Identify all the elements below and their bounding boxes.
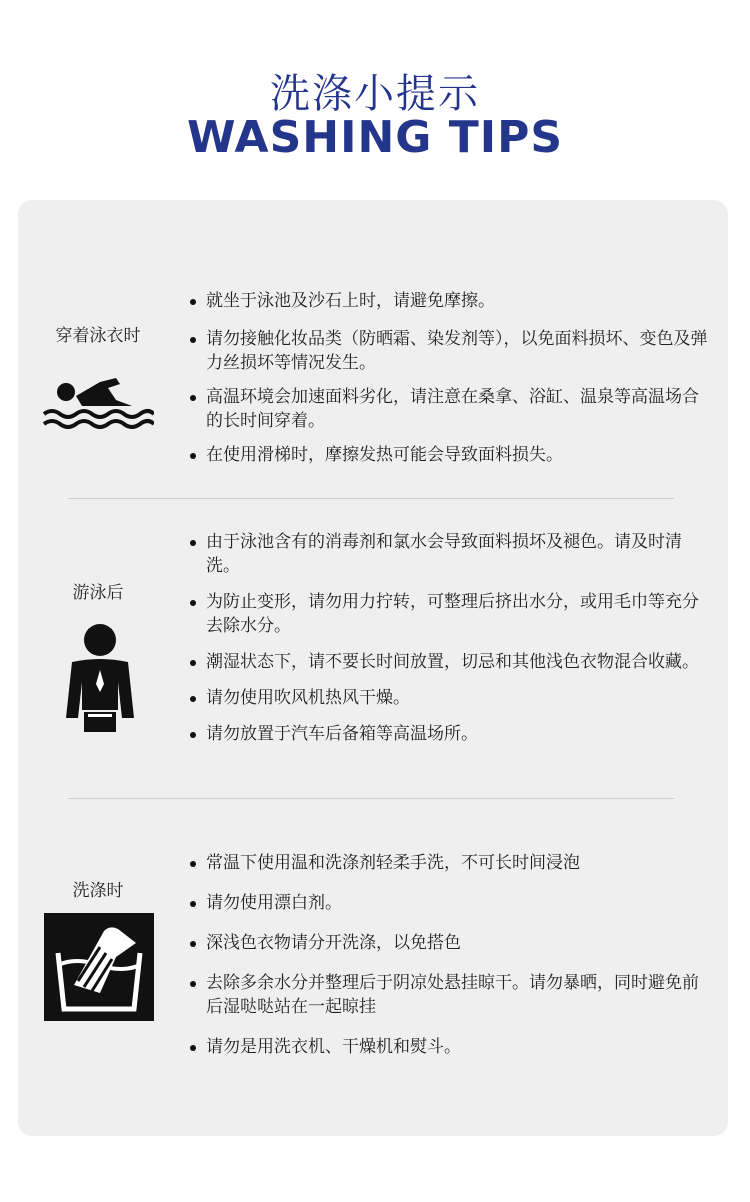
list-item: 请勿放置于汽车后备箱等高温场所。 (188, 722, 708, 746)
list-item: 去除多余水分并整理后于阴凉处悬挂晾干。请勿暴晒，同时避免前后湿哒哒站在一起晾挂 (188, 971, 708, 1019)
person-icon (62, 622, 138, 738)
list-item: 请勿使用吹风机热风干燥。 (188, 686, 708, 710)
divider (68, 798, 674, 799)
hand-wash-icon (44, 913, 154, 1025)
list-item: 常温下使用温和洗涤剂轻柔手洗，不可长时间浸泡 (188, 851, 708, 875)
tips-list (188, 851, 708, 1059)
list-item: 请勿是用洗衣机、干燥机和熨斗。 (188, 1035, 708, 1059)
divider (68, 498, 674, 499)
list-item: 由于泳池含有的消毒剂和氯水会导致面料损坏及褪色。请及时清洗。 (188, 530, 708, 578)
page-title-en: WASHING TIPS (186, 112, 564, 163)
list-item: 为防止变形，请勿用力拧转，可整理后挤出水分，或用毛巾等充分去除水分。 (188, 590, 708, 638)
list-item: 就坐于泳池及沙石上时，请避免摩擦。 (188, 289, 708, 313)
list-item: 潮湿状态下，请不要长时间放置，切忌和其他浅色衣物混合收藏。 (188, 650, 708, 674)
section-label: 穿着泳衣时 (55, 326, 141, 346)
list-item: 请勿使用漂白剂。 (188, 891, 708, 915)
tips-list (188, 530, 708, 746)
tips-list (188, 289, 708, 467)
list-item: 在使用滑梯时，摩擦发热可能会导致面料损失。 (188, 443, 708, 467)
list-item: 请勿接触化妆品类（防晒霜、染发剂等），以免面料损坏、变色及弹力丝损坏等情况发生。 (188, 327, 708, 375)
tips-card (18, 200, 728, 1136)
section-label: 游泳后 (72, 583, 124, 603)
section-label: 洗涤时 (72, 881, 124, 901)
list-item: 高温环境会加速面料劣化，请注意在桑拿、浴缸、温泉等高温场合的长时间穿着。 (188, 385, 708, 433)
page-title-cn: 洗涤小提示 (270, 71, 480, 117)
list-item: 深浅色衣物请分开洗涤，以免搭色 (188, 931, 708, 955)
swimmer-icon (42, 366, 154, 436)
